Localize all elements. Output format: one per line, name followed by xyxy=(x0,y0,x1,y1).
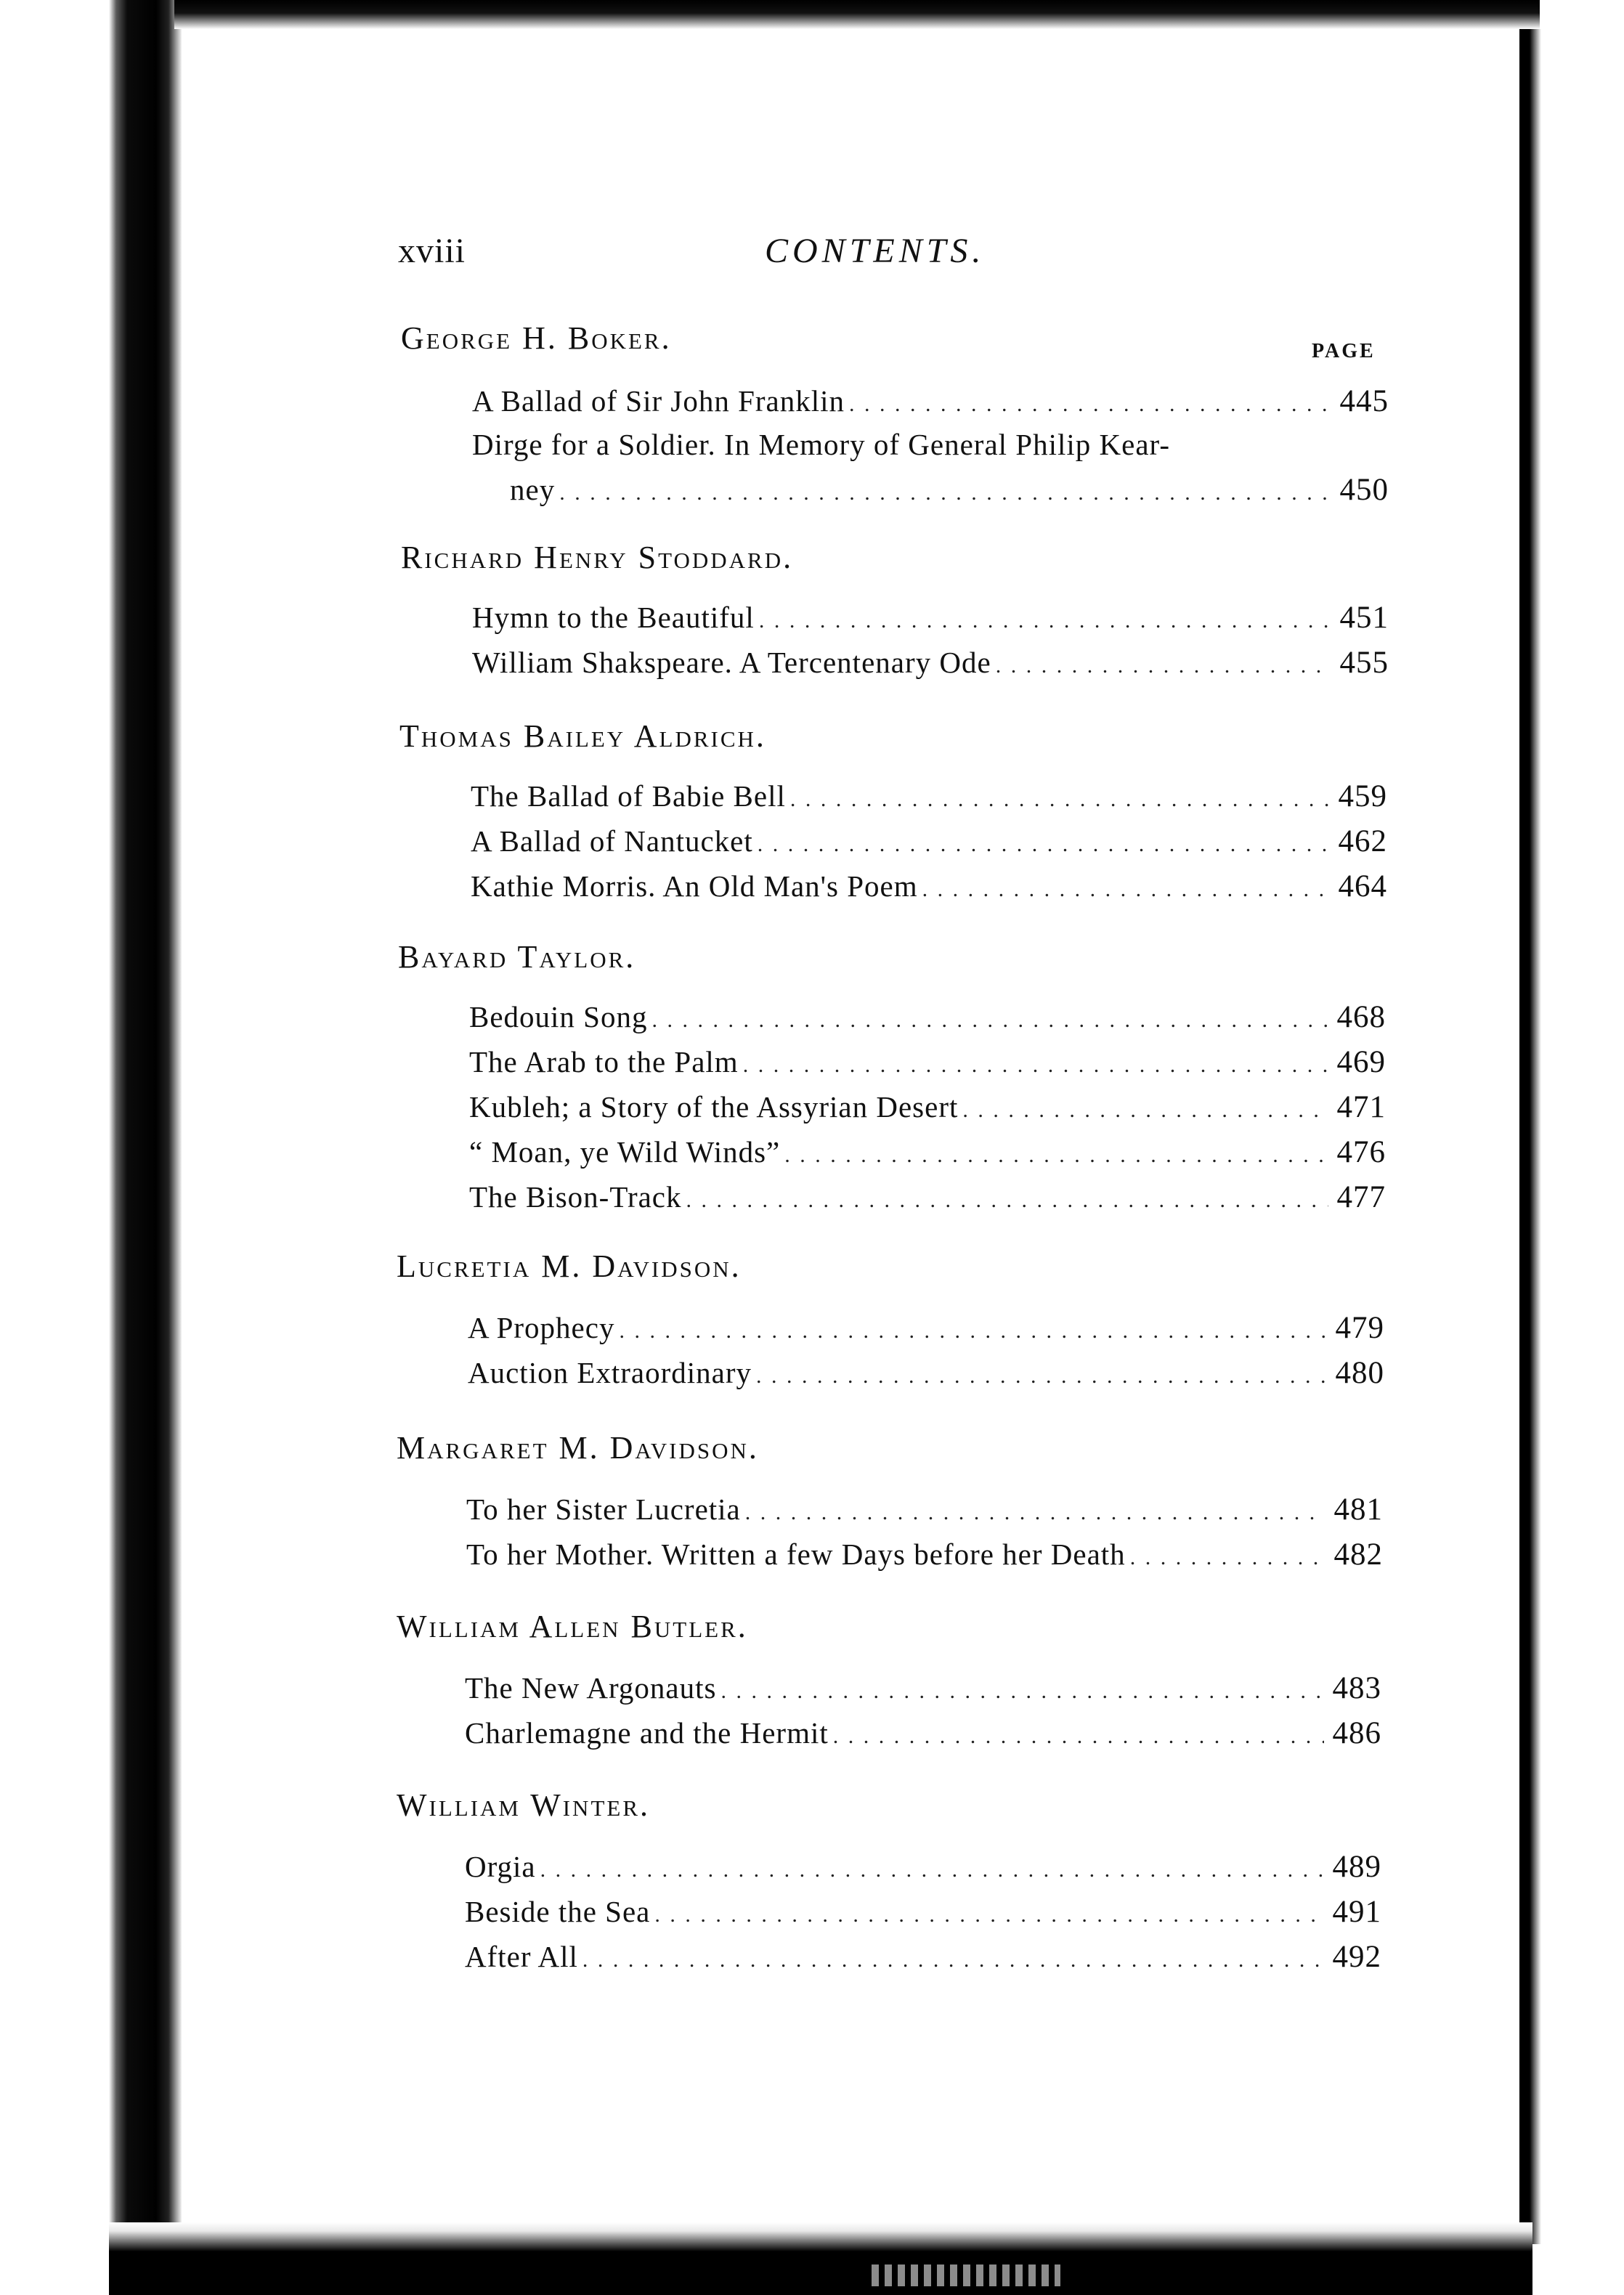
toc-entry xyxy=(465,1894,1381,1938)
dot-leader xyxy=(759,609,1331,633)
entry-page-number: 486 xyxy=(1332,1716,1381,1750)
entry-page-number: 445 xyxy=(1339,384,1389,418)
dot-leader xyxy=(996,654,1331,678)
dot-leader xyxy=(962,1098,1328,1123)
entry-page-number: 464 xyxy=(1338,869,1387,903)
dot-leader xyxy=(756,1364,1326,1389)
entry-title: The New Argonauts xyxy=(465,1671,717,1705)
running-head xyxy=(398,231,1386,282)
dot-leader xyxy=(849,392,1331,417)
entry-title: Bedouin Song xyxy=(469,1000,648,1033)
entry-page-number: 480 xyxy=(1335,1356,1384,1390)
dot-leader xyxy=(582,1948,1324,1973)
author-heading: Lucretia M. Davidson. xyxy=(397,1248,742,1284)
toc-entry xyxy=(469,1134,1386,1178)
entry-page-number: 491 xyxy=(1332,1895,1381,1929)
entry-page-number: 455 xyxy=(1339,646,1389,680)
toc-entry xyxy=(469,1179,1386,1223)
toc-entry xyxy=(469,1089,1386,1133)
entry-title: William Shakspeare. A Tercentenary Ode xyxy=(472,646,991,679)
toc-entry xyxy=(468,1355,1384,1399)
entry-title-first-line: Dirge for a Soldier. In Memory of General Philip Kear- xyxy=(472,428,1171,461)
entry-title: A Ballad of Nantucket xyxy=(471,824,753,858)
entry-title: The Arab to the Palm xyxy=(469,1045,739,1079)
author-heading: William Winter. xyxy=(397,1787,650,1823)
dot-leader xyxy=(540,1858,1324,1882)
author-heading: Margaret M. Davidson. xyxy=(397,1430,759,1466)
entry-title: After All xyxy=(465,1940,578,1973)
entry-title: Hymn to the Beautiful xyxy=(472,601,755,634)
entry-title: Beside the Sea xyxy=(465,1895,651,1928)
entry-page-number: 481 xyxy=(1333,1492,1383,1527)
page-column-label: PAGE xyxy=(1312,340,1376,362)
entry-page-number: 483 xyxy=(1332,1671,1381,1705)
entry-title: Auction Extraordinary xyxy=(468,1356,752,1389)
entry-page-number: 489 xyxy=(1332,1850,1381,1884)
dot-leader xyxy=(559,481,1331,505)
entry-title: The Bison-Track xyxy=(469,1180,682,1214)
author-heading: William Allen Butler. xyxy=(397,1609,748,1644)
toc-entry xyxy=(471,824,1387,867)
toc-entry xyxy=(469,999,1386,1043)
entry-page-number: 471 xyxy=(1336,1090,1386,1124)
entry-title: Charlemagne and the Hermit xyxy=(465,1716,829,1750)
toc-entry xyxy=(472,600,1389,643)
author-heading: Bayard Taylor. xyxy=(398,939,636,975)
entry-page-number: 451 xyxy=(1339,601,1389,635)
toc-entry xyxy=(468,1310,1384,1354)
entry-title: A Prophecy xyxy=(468,1311,615,1344)
entry-page-number: 468 xyxy=(1336,1000,1386,1034)
entry-page-number: 459 xyxy=(1338,779,1387,813)
dot-leader xyxy=(790,787,1330,812)
toc-entry xyxy=(471,869,1387,912)
page-folio: xviii xyxy=(398,232,466,270)
toc-entry xyxy=(510,472,1389,516)
dot-leader xyxy=(758,832,1330,857)
entry-page-number: 450 xyxy=(1339,473,1389,507)
entry-page-number: 462 xyxy=(1338,824,1387,858)
entry-title: Orgia xyxy=(465,1850,536,1883)
entry-page-number: 476 xyxy=(1336,1135,1386,1169)
entry-page-number: 469 xyxy=(1336,1045,1386,1079)
entry-page-number: 479 xyxy=(1335,1311,1384,1345)
dot-leader xyxy=(1130,1545,1325,1570)
toc-entry xyxy=(465,1939,1381,1983)
dot-leader xyxy=(720,1679,1323,1704)
toc-entry xyxy=(465,1849,1381,1893)
entry-title: Kathie Morris. An Old Man's Poem xyxy=(471,869,918,903)
author-heading: Thomas Bailey Aldrich. xyxy=(399,718,766,754)
dot-leader xyxy=(686,1188,1328,1213)
entry-title: “ Moan, ye Wild Winds” xyxy=(469,1135,781,1169)
entry-title: A Ballad of Sir John Franklin xyxy=(472,384,845,418)
toc-entry xyxy=(469,1044,1386,1088)
entry-title: The Ballad of Babie Bell xyxy=(471,779,786,813)
entry-page-number: 477 xyxy=(1336,1180,1386,1214)
dot-leader xyxy=(745,1500,1325,1525)
entry-title: ney xyxy=(510,473,556,506)
dot-leader xyxy=(652,1008,1328,1033)
dot-leader xyxy=(619,1319,1326,1344)
toc-entry xyxy=(465,1670,1381,1714)
toc-entry xyxy=(465,1715,1381,1759)
author-heading: George H. Boker. xyxy=(401,320,672,356)
entry-title: To her Sister Lucretia xyxy=(466,1492,741,1526)
toc-entry xyxy=(466,1492,1383,1535)
entry-title: Kubleh; a Story of the Assyrian Desert xyxy=(469,1090,959,1124)
dot-leader xyxy=(743,1053,1328,1078)
dot-leader xyxy=(654,1903,1323,1928)
author-heading: Richard Henry Stoddard. xyxy=(401,540,794,575)
toc-entry xyxy=(466,1537,1383,1580)
dot-leader xyxy=(784,1143,1328,1168)
dot-leader xyxy=(833,1724,1324,1749)
entry-page-number: 482 xyxy=(1333,1538,1383,1572)
toc-entry xyxy=(471,779,1387,822)
toc-entry xyxy=(472,645,1389,688)
toc-entry xyxy=(472,383,1389,427)
entry-title: To her Mother. Written a few Days before her Death xyxy=(466,1538,1126,1571)
running-title: CONTENTS. xyxy=(765,232,986,270)
entry-page-number: 492 xyxy=(1332,1940,1381,1974)
dot-leader xyxy=(922,877,1330,902)
